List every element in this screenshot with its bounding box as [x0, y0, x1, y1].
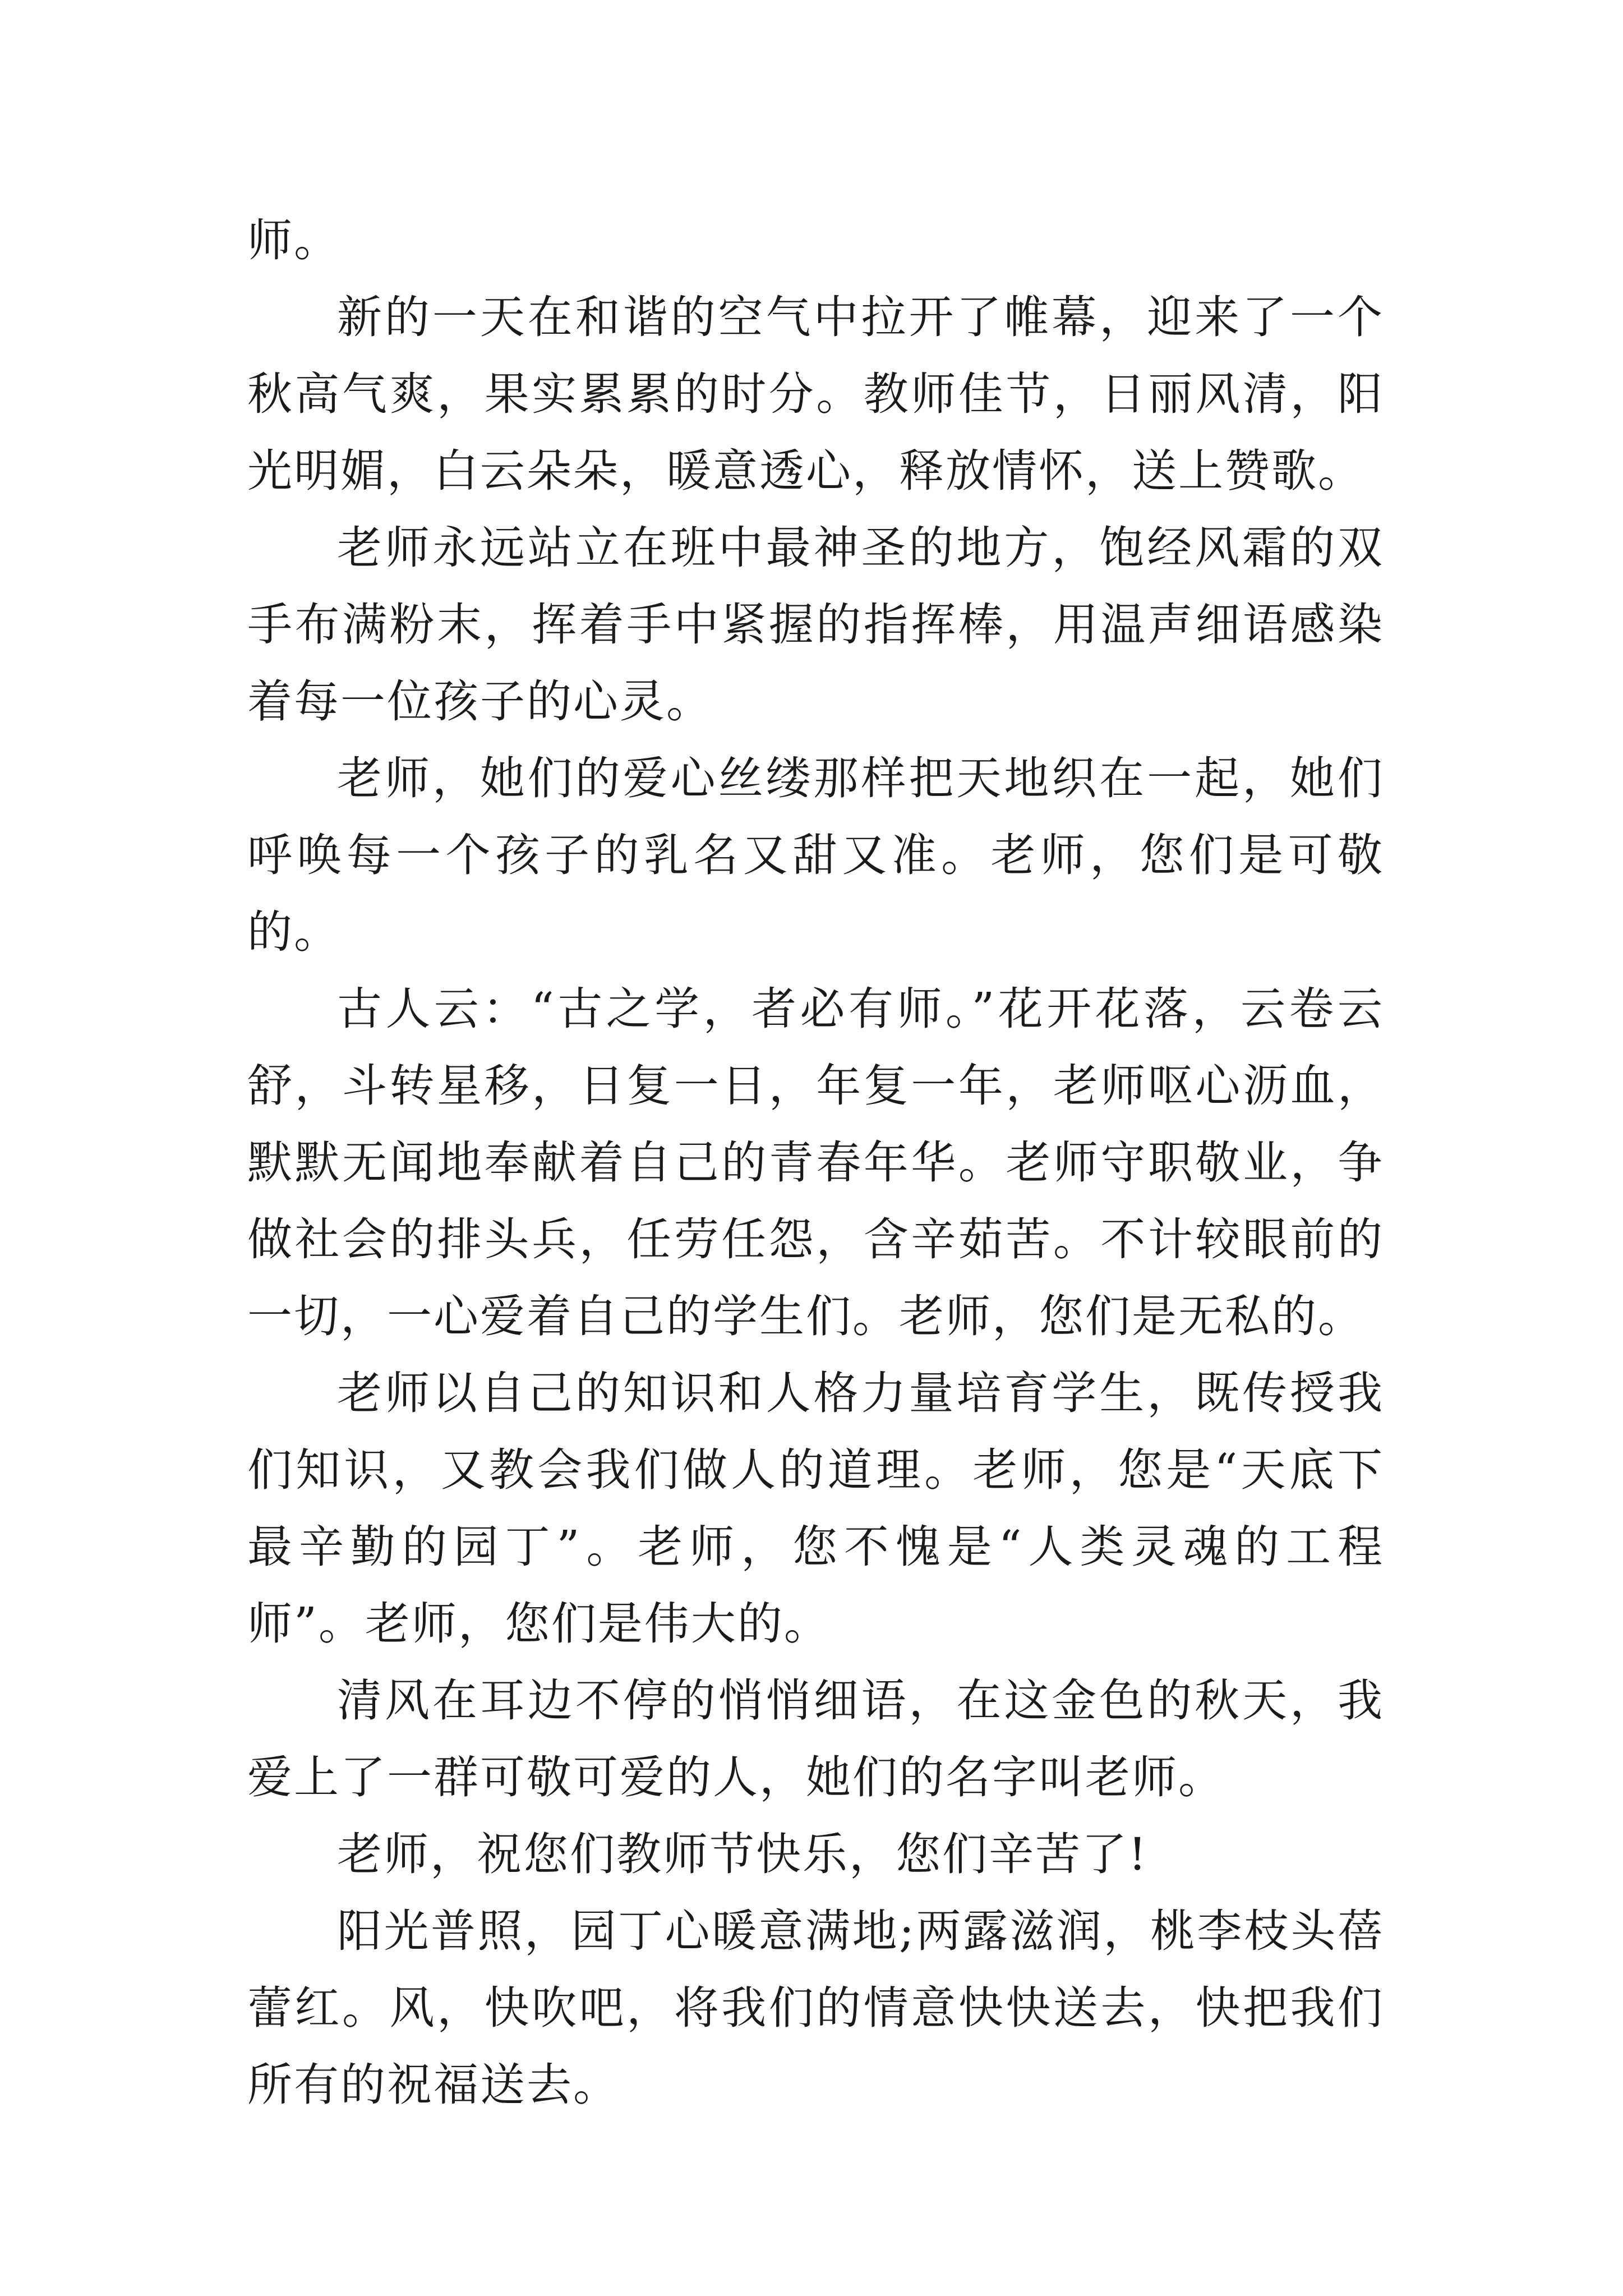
paragraph: 老师永远站立在班中最神圣的地方，饱经风霜的双手布满粉末，挥着手中紧握的指挥棒，用温声细语感染着每一位孩子的心灵。	[247, 522, 1384, 728]
paragraph: 老师，她们的爱心丝缕那样把天地织在一起，她们呼唤每一个孩子的乳名又甜又准。老师，您们是可敬的。	[247, 752, 1384, 958]
paragraph: 阳光普照，园丁心暖意满地;两露滋润，桃李枝头蓓蕾红。风，快吹吧，将我们的情意快快送去，快把我们所有的祝福送去。	[247, 1905, 1384, 2111]
paragraph-continuation: 师。	[247, 214, 340, 266]
document-body	[247, 202, 1384, 2123]
paragraph: 老师，祝您们教师节快乐，您们辛苦了!	[337, 1828, 1149, 1880]
paragraph: 清风在耳边不停的悄悄细语，在这金色的秋天，我爱上了一群可敬可爱的人，她们的名字叫老师。	[247, 1674, 1384, 1803]
paragraph: 老师以自己的知识和人格力量培育学生，既传授我们知识，又教会我们做人的道理。老师，您是“天底下最辛勤的园丁”。老师，您不愧是“人类灵魂的工程师”。老师，您们是伟大的。	[247, 1367, 1384, 1650]
paragraph: 古人云：“古之学，者必有师。”花开花落，云卷云舒，斗转星移，日复一日，年复一年，老师呕心沥血，默默无闻地奉献着自己的青春年华。老师守职敬业，争做社会的排头兵，任劳任怨，含辛茹苦。不计较眼前的一切，一心爱着自己的学生们。老师，您们是无私的。	[247, 983, 1384, 1342]
paragraph: 新的一天在和谐的空气中拉开了帷幕，迎来了一个秋高气爽，果实累累的时分。教师佳节，日丽风清，阳光明媚，白云朵朵，暖意透心，释放情怀，送上赞歌。	[247, 291, 1384, 497]
